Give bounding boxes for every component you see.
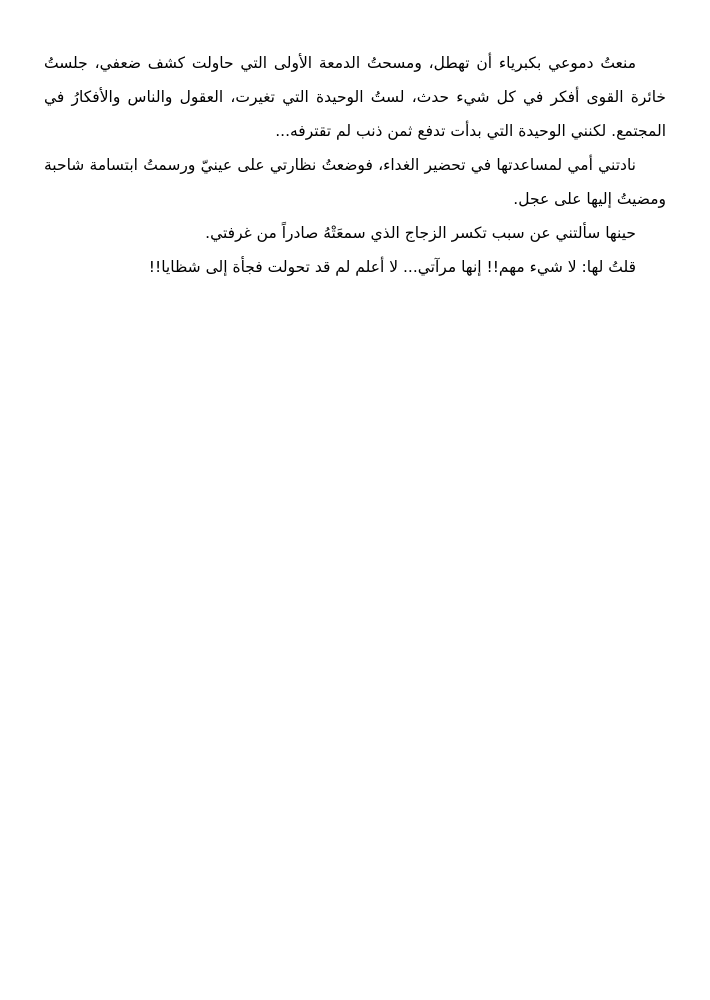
- paragraph-3: حينها سألتني عن سبب تكسر الزجاج الذي سمعَتْهُ صادراً من غرفتي.: [205, 224, 636, 242]
- document-body: [44, 46, 666, 284]
- paragraph-4: قلتُ لها: لا شيء مهم!! إنها مرآتي... لا أعلم لم قد تحولت فجأة إلى شظايا!!: [148, 258, 636, 276]
- paragraph-2: نادتني أمي لمساعدتها في تحضير الغداء، فوضعتُ نظارتي على عينيّ ورسمتُ ابتسامة شاحبة ومضيتُ إليها على عجل.: [44, 156, 666, 208]
- paragraph-1: منعتُ دموعي بكبرياء أن تهطل، ومسحتُ الدمعة الأولى التي حاولت كشف ضعفي، جلستُ خائرة القوى أفكر في كل شيء حدث، لستُ الوحيدة التي تغيرت، العقول والناس والأفكارُ في المجتمع. لكنني الوحيدة التي بدأت تدفع ثمن ذنب لم تقترفه...: [44, 54, 666, 140]
